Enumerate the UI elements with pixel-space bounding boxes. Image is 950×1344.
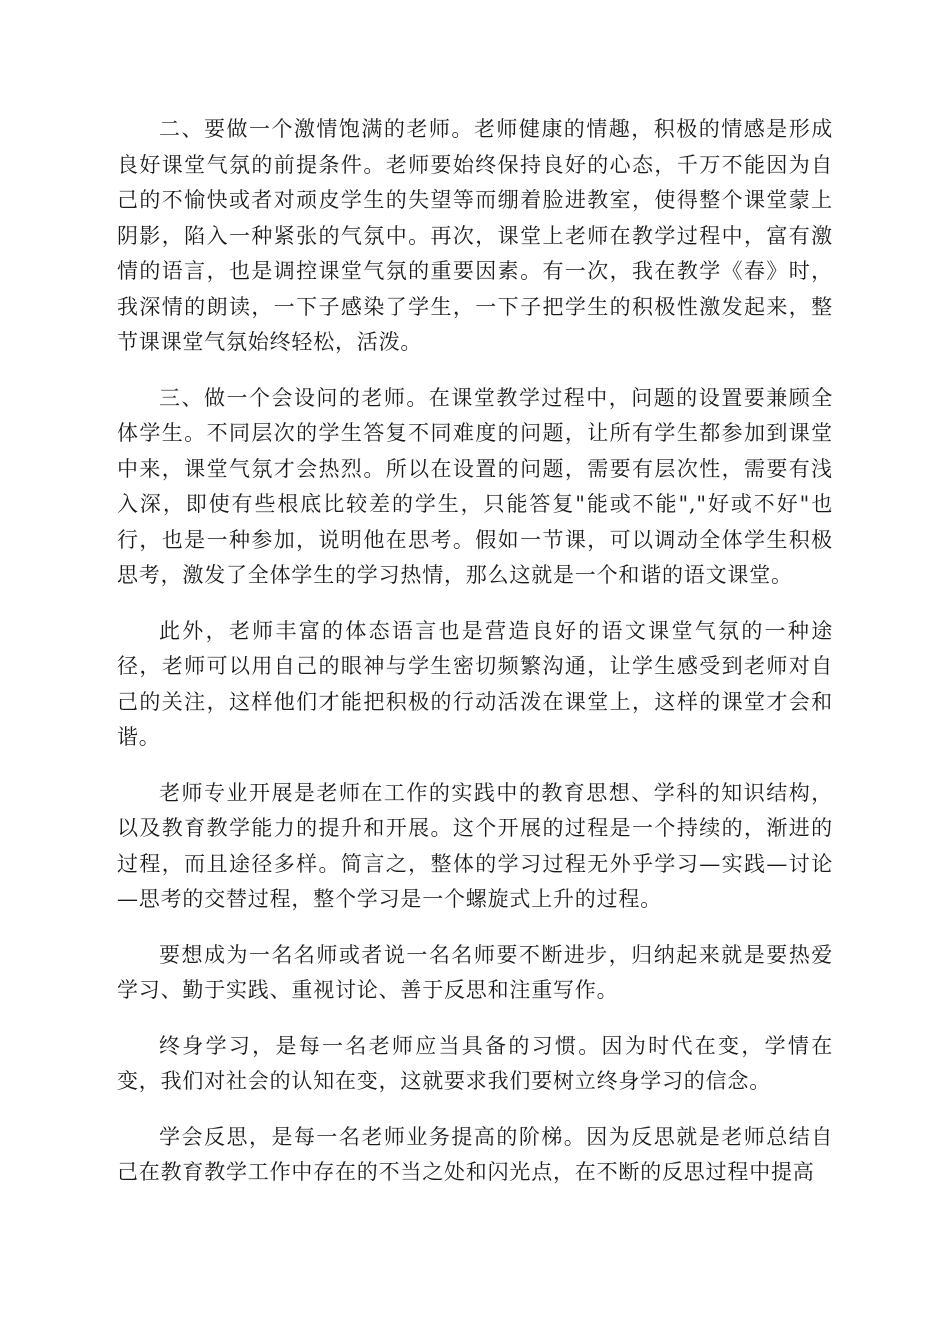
paragraph-lifelong-learning: 终身学习，是每一名老师应当具备的习惯。因为时代在变，学情在变，我们对社会的认知在变，这就要求我们要树立终身学习的信念。 — [117, 1033, 833, 1093]
paragraph-questioning-teacher: 三、做一个会设问的老师。在课堂教学过程中，问题的设置要兼顾全体学生。不同层次的学生答复不同难度的问题，让所有学生都参加到课堂中来，课堂气氛才会热烈。所以在设置的问题，需要有层次性，需要有浅入深，即使有些根底比较差的学生，只能答复"能或不能","好或不好"也行，也是一种参加，说明他在思考。假如一节课，可以调动全体学生积极思考，激发了全体学生的学习热情，那么这就是一个和谐的语文课堂。 — [117, 385, 833, 587]
paragraph-passionate-teacher: 二、要做一个激情饱满的老师。老师健康的情趣，积极的情感是形成良好课堂气氛的前提条件。老师要始终保持良好的心态，千万不能因为自己的不愉快或者对顽皮学生的失望等而绷着脸进教室，使得整个课堂蒙上阴影，陷入一种紧张的气氛中。再次，课堂上老师在教学过程中，富有激情的语言，也是调控课堂气氛的重要因素。有一次，我在教学《春》时，我深情的朗读，一下子感染了学生，一下子把学生的积极性激发起来，整节课课堂气氛始终轻松，活泼。 — [117, 117, 833, 354]
paragraph-professional-development: 老师专业开展是老师在工作的实践中的教育思想、学科的知识结构，以及教育教学能力的提升和开展。这个开展的过程是一个持续的，渐进的过程，而且途径多样。简言之，整体的学习过程无外乎学习—实践—讨论—思考的交替过程，整个学习是一个螺旋式上升的过程。 — [117, 780, 833, 911]
paragraph-body-language: 此外，老师丰富的体态语言也是营造良好的语文课堂气氛的一种途径，老师可以用自己的眼神与学生密切频繁沟通，让学生感受到老师对自己的关注，这样他们才能把积极的行动活泼在课堂上，这样的课堂才会和谐。 — [117, 618, 833, 749]
paragraph-reflection: 学会反思，是每一名老师业务提高的阶梯。因为反思就是老师总结自己在教育教学工作中存在的不当之处和闪光点，在不断的反思过程中提高 — [117, 1124, 833, 1184]
paragraph-becoming-famous-teacher: 要想成为一名名师或者说一名名师要不断进步，归纳起来就是要热爱学习、勤于实践、重视讨论、善于反思和注重写作。 — [117, 942, 833, 1002]
document-page — [117, 112, 833, 1211]
